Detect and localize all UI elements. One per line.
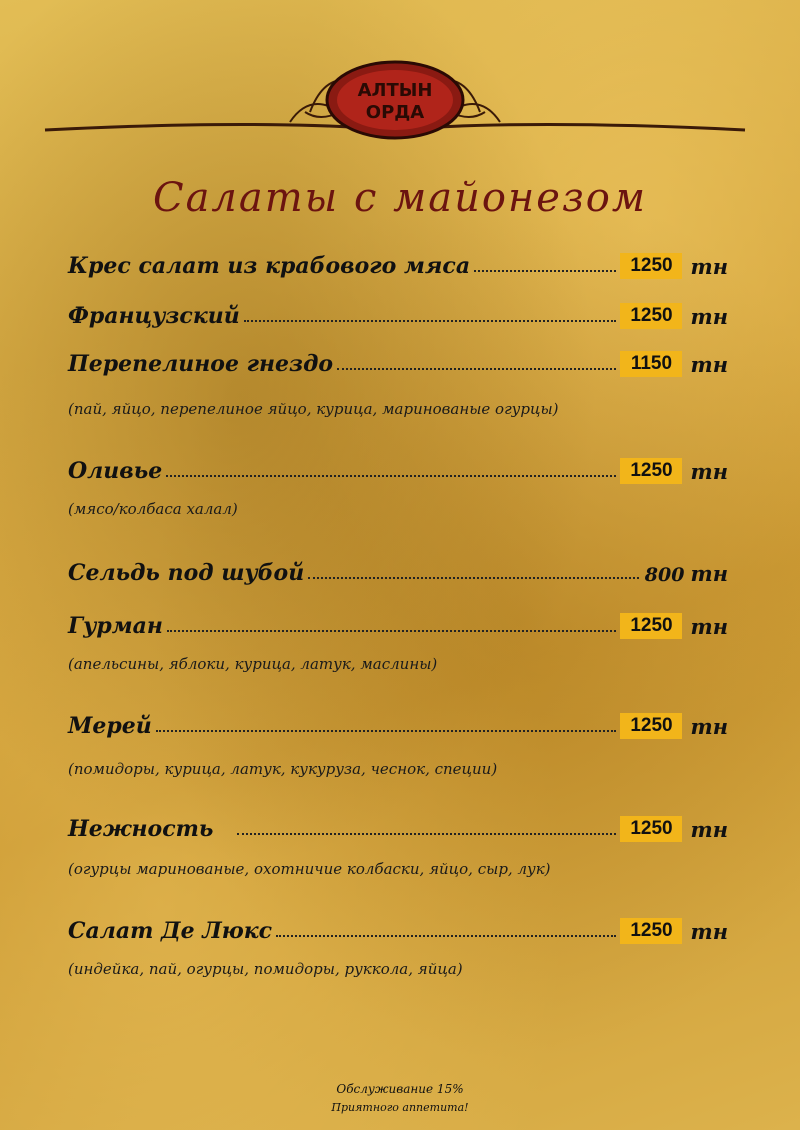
- menu-item: [68, 908, 728, 944]
- menu-title: Салаты с майонезом: [152, 175, 648, 221]
- item-name: Мерей: [68, 713, 152, 739]
- menu-item: [68, 293, 728, 329]
- dot-leader: [156, 730, 617, 732]
- currency: тн: [690, 254, 728, 279]
- currency: тн: [690, 352, 728, 377]
- item-price: 1250: [620, 713, 682, 739]
- dot-leader: [337, 368, 616, 370]
- item-description: (индейка, пай, огурцы, помидоры, руккола, яйца): [68, 960, 463, 978]
- item-name: Французский: [68, 303, 240, 329]
- menu-item: [68, 550, 728, 586]
- item-price: 1250: [620, 918, 682, 944]
- svg-text:АЛТЫН: АЛТЫН: [357, 80, 433, 101]
- dot-leader: [474, 270, 616, 272]
- currency: тн: [690, 561, 728, 586]
- item-price: 1250: [620, 816, 682, 842]
- menu-item: [68, 341, 728, 377]
- item-description: (пай, яйцо, перепелиное яйцо, курица, маринованые огурцы): [68, 400, 559, 418]
- menu-item: [68, 603, 728, 639]
- menu-item: [68, 806, 728, 842]
- menu-item: [68, 243, 728, 279]
- service-charge: Обслуживание 15%: [336, 1082, 464, 1096]
- item-price: 1250: [620, 458, 682, 484]
- item-price: 1250: [620, 303, 682, 329]
- dot-leader: [237, 833, 616, 835]
- item-name: Крес салат из крабового мяса: [68, 253, 471, 279]
- currency: тн: [690, 614, 728, 639]
- item-price: 1250: [620, 613, 682, 639]
- item-name: Салат Де Люкс: [68, 918, 273, 944]
- dot-leader: [276, 935, 616, 937]
- currency: тн: [690, 304, 728, 329]
- dot-leader: [167, 630, 617, 632]
- svg-text:ОРДА: ОРДА: [365, 102, 425, 123]
- menu-item: [68, 448, 728, 484]
- item-description: (апельсины, яблоки, курица, латук, маслины): [68, 655, 438, 673]
- item-description: (огурцы маринованые, охотничие колбаски, яйцо, сыр, лук): [68, 860, 551, 878]
- item-price: 1150: [620, 351, 682, 377]
- item-name: Оливье: [68, 458, 163, 484]
- item-name: Перепелиное гнездо: [68, 351, 334, 377]
- item-name: Сельдь под шубой: [68, 560, 305, 586]
- dot-leader: [166, 475, 616, 477]
- item-price: 800: [644, 564, 685, 586]
- currency: тн: [690, 817, 728, 842]
- currency: тн: [690, 919, 728, 944]
- item-price: 1250: [620, 253, 682, 279]
- bon-appetit: Приятного аппетита!: [331, 1101, 469, 1114]
- item-description: (помидоры, курица, латук, кукуруза, чеснок, специи): [68, 760, 498, 778]
- item-name: Гурман: [68, 613, 163, 639]
- currency: тн: [690, 714, 728, 739]
- currency: тн: [690, 459, 728, 484]
- item-description: (мясо/колбаса халал): [68, 500, 238, 518]
- dot-leader: [308, 577, 639, 579]
- item-name: Нежность: [68, 816, 214, 842]
- menu-item: [68, 703, 728, 739]
- ornament-logo: [40, 50, 750, 150]
- dot-leader: [244, 320, 617, 322]
